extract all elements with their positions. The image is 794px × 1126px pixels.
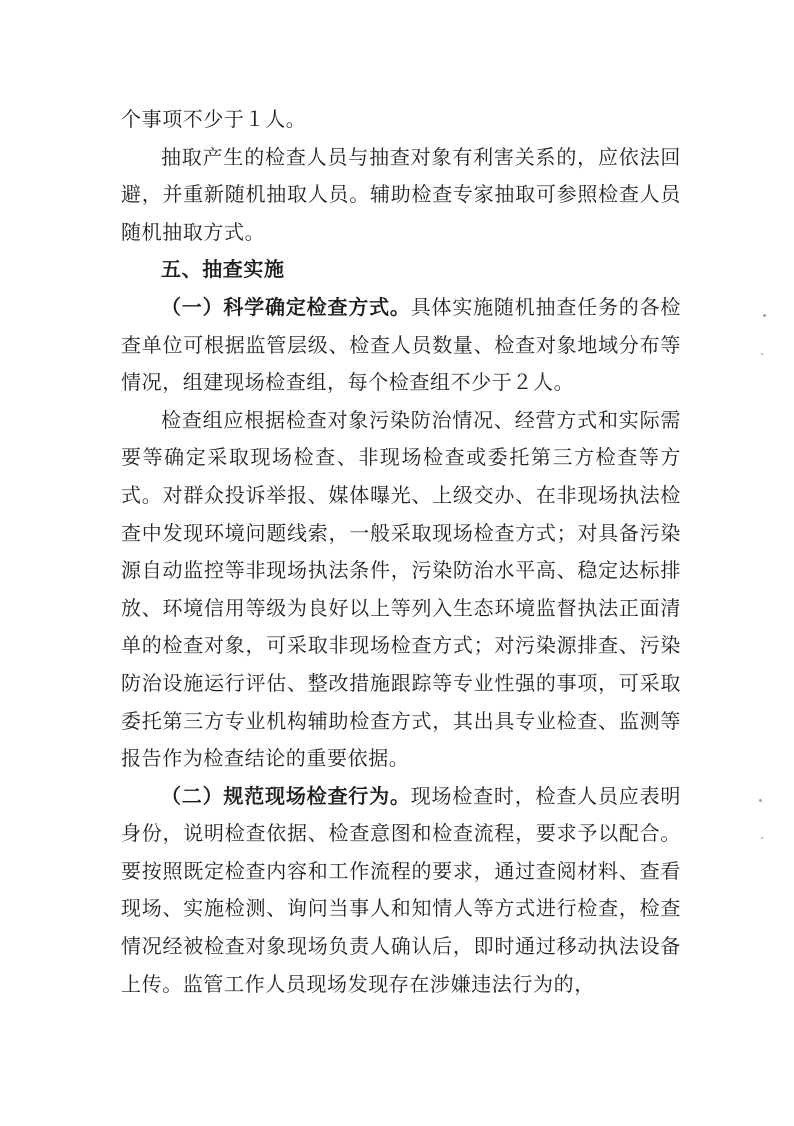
margin-mark-dot xyxy=(763,314,766,317)
document-body xyxy=(121,101,681,1003)
subheading-2: （二）规范现场检查行为。 xyxy=(161,783,411,808)
subheading-2-body: 现场检查时，检查人员应表明身份，说明检查依据、检查意图和检查流程，要求予以配合。要按照既定检查内容和工作流程的要求，通过查阅材料、查看现场、实施检测、询问当事人和知情人等方式进行检查，检查情况经被检查对象现场负责人确认后，即时通过移动执法设备上传。监管工作人员现场发现存在涉嫌违法行为的， xyxy=(121,783,681,996)
paragraph-inspection-modes: 检查组应根据检查对象污染防治情况、经营方式和实际需要等确定采取现场检查、非现场检查或委托第三方检查等方式。对群众投诉举报、媒体曝光、上级交办、在非现场执法检查中发现环境问题线索，一般采取现场检查方式；对具备污染源自动监控等非现场执法条件，污染防治水平高、稳定达标排放、环境信用等级为良好以上等列入生态环境监督执法正面清单的检查对象，可采取非现场检查方式；对污染源排查、污染防治设施运行评估、整改措施跟踪等专业性强的事项，可采取委托第三方专业机构辅助检查方式，其出具专业检查、监测等报告作为检查结论的重要依据。 xyxy=(121,407,681,771)
margin-mark-dot xyxy=(759,799,762,802)
section-heading-5: 五、抽查实施 xyxy=(161,257,285,282)
paragraph-recusal: 抽取产生的检查人员与抽查对象有利害关系的，应依法回避，并重新随机抽取人员。辅助检查专家抽取可参照检查人员随机抽取方式。 xyxy=(121,144,681,244)
paragraph-onsite-inspection xyxy=(121,778,681,1004)
margin-mark-dot xyxy=(761,353,763,355)
paragraph-inspection-method xyxy=(121,289,681,402)
paragraph-continuation: 个事项不少于１人。 xyxy=(121,107,307,131)
subheading-1-body: 具体实施随机抽查任务的各检查单位可根据监管层级、检查人员数量、检查对象地域分布等情况，组建现场检查组，每个检查组不少于２人。 xyxy=(121,294,681,395)
subheading-1: （一）科学确定检查方式。 xyxy=(161,294,411,319)
margin-mark-dot xyxy=(761,837,763,839)
